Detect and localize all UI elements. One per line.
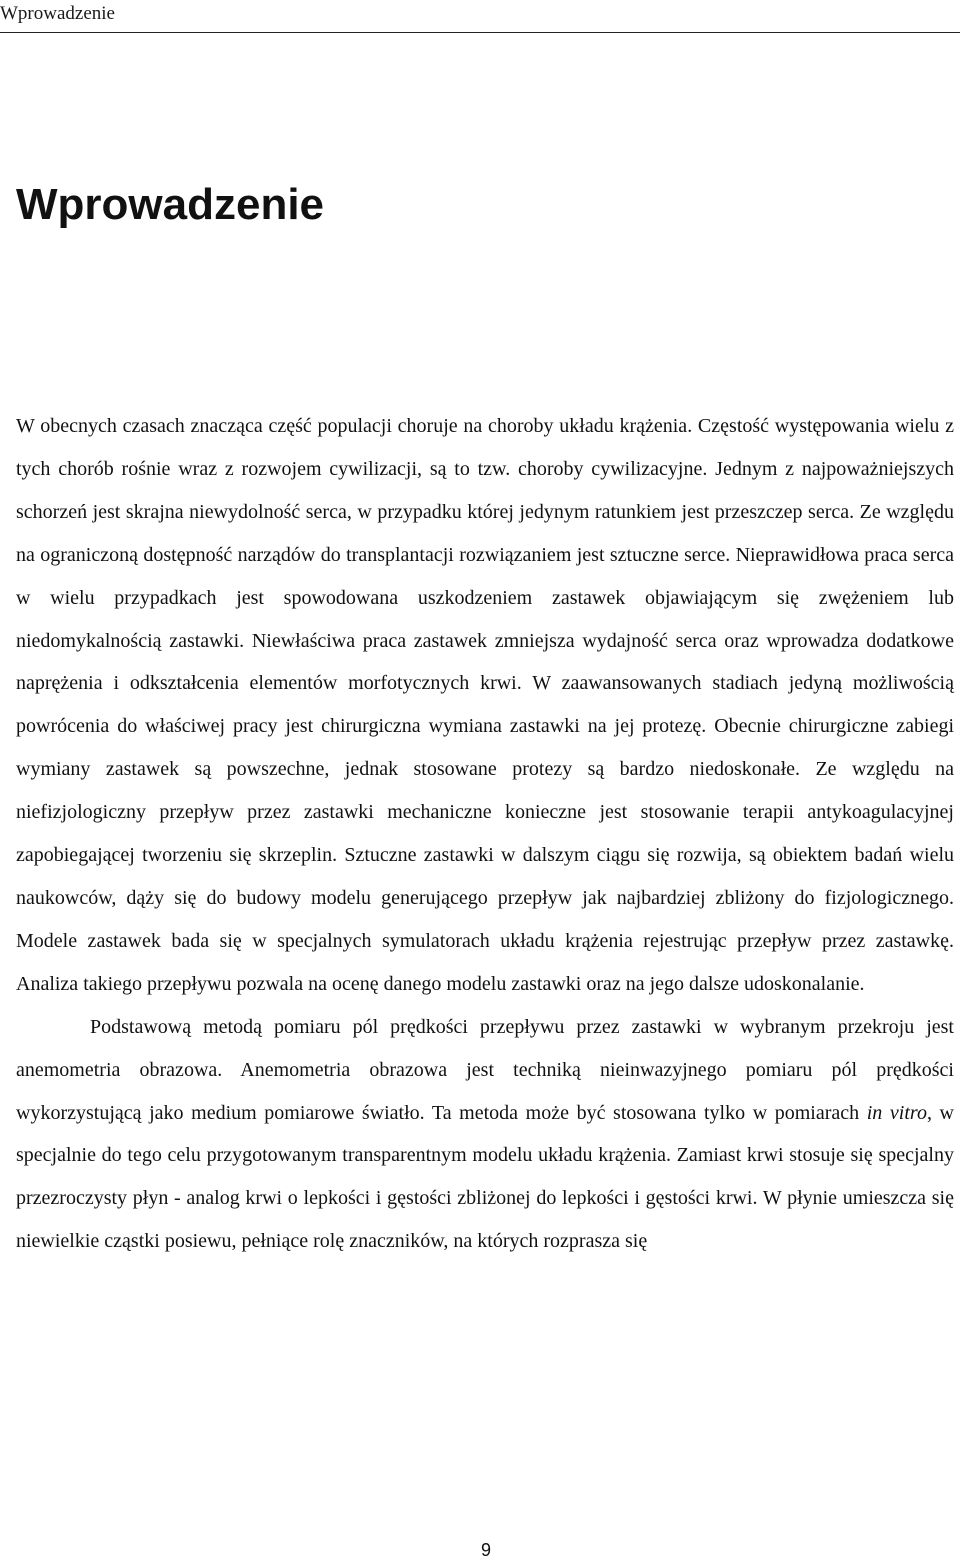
body-text: [16, 405, 954, 1263]
paragraph-2-italic: in vitro: [866, 1101, 927, 1124]
paragraph-2-end: , w specjalnie do tego celu przygotowanym transparentnym modelu układu krążenia. Zamiast krwi stosuje się specjalny przezroczysty płyn - analog krwi o lepkości i gęstości zbliżonej do lepkości i gęstości krwi. W płynie umieszcza się niewielkie cząstki posiewu, pełniące rolę znaczników, na których rozprasza się: [16, 1101, 954, 1253]
paragraph-1: W obecnych czasach znacząca część populacji choruje na choroby układu krążenia. Częstość występowania wielu z tych chorób rośnie wraz z rozwojem cywilizacji, są to tzw. choroby cywilizacyjne. Jednym z najpoważniejszych schorzeń jest skrajna niewydolność serca, w przypadku której jedynym ratunkiem jest przeszczep serca. Ze względu na ograniczoną dostępność narządów do transplantacji rozwiązaniem jest sztuczne serce. Nieprawidłowa praca serca w wielu przypadkach jest spowodowana uszkodzeniem zastawek objawiającym się zwężeniem lub niedomykalnością zastawki. Niewłaściwa praca zastawek zmniejsza wydajność serca oraz wprowadza dodatkowe naprężenia i odkształcenia elementów morfotycznych krwi. W zaawansowanych stadiach jedyną możliwością powrócenia do właściwej pracy jest chirurgiczna wymiana zastawki na jej protezę. Obecnie chirurgiczne zabiegi wymiany zastawek są powszechne, jednak stosowane protezy są bardzo niedoskonałe. Ze względu na niefizjologiczny przepływ przez zastawki mechaniczne konieczne jest stosowanie terapii antykoagulacyjnej zapobiegającej tworzeniu się skrzeplin. Sztuczne zastawki w dalszym ciągu się rozwija, są obiektem badań wielu naukowców, dąży się do budowy modelu generującego przepływ jak najbardziej zbliżony do fizjologicznego. Modele zastawek bada się w specjalnych symulatorach układu krążenia rejestrując przepływ przez zastawkę. Analiza takiego przepływu pozwala na ocenę danego modelu zastawki oraz na jego dalsze udoskonalanie.: [16, 415, 954, 995]
running-header: Wprowadzenie: [0, 3, 115, 24]
chapter-title: Wprowadzenie: [16, 180, 325, 229]
header-divider: [0, 32, 960, 33]
paragraph-2: [16, 1006, 954, 1263]
page-number: 9: [480, 1540, 491, 1560]
paragraph-2-start: Podstawową metodą pomiaru pól prędkości przepływu przez zastawki w wybranym przekroju jest anemometria obrazowa. Anemometria obrazowa jest techniką nieinwazyjnego pomiaru pól prędkości wykorzystującą jako medium pomiarowe światło. Ta metoda może być stosowana tylko w pomiarach: [16, 1015, 954, 1124]
